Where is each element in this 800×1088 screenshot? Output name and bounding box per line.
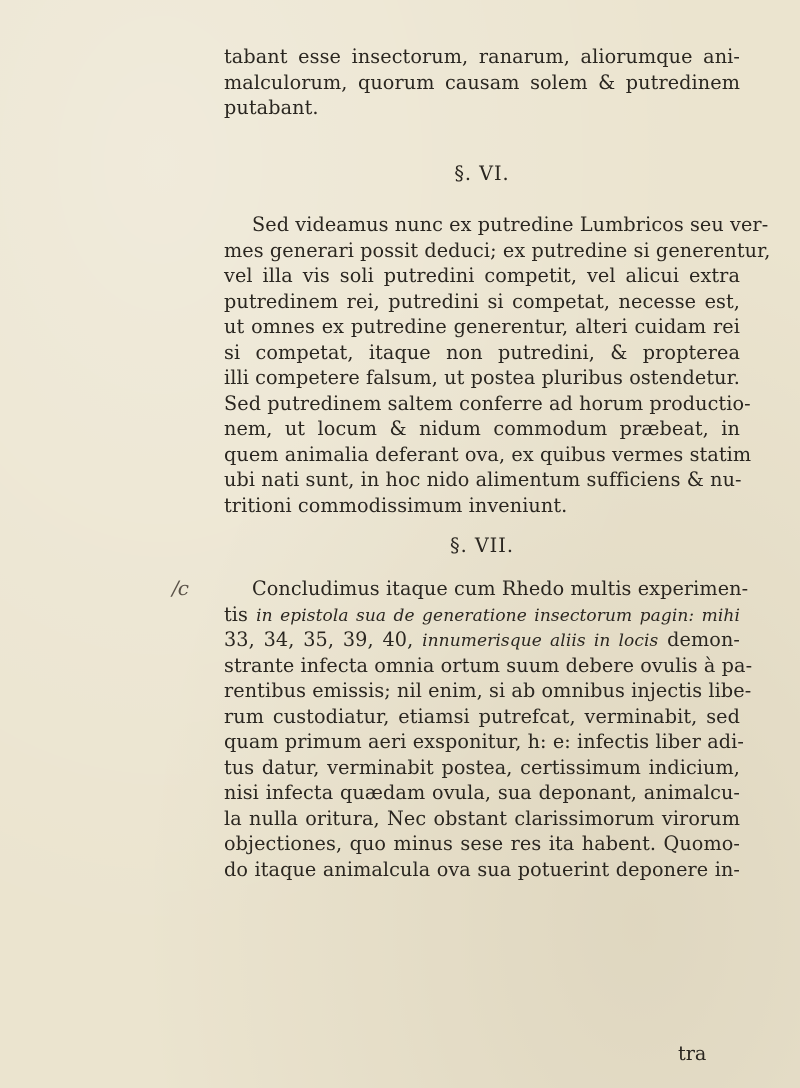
text-line: Concludimus itaque cum Rhedo multis experimen- (252, 577, 749, 600)
text-line-mixed (224, 602, 740, 628)
text-line: rentibus emissis; nil enim, si ab omnibus injectis libe- (224, 679, 752, 702)
margin-annotation: /c (172, 576, 188, 600)
text-line: ubi nati sunt, in hoc nido alimentum sufficiens & nu- (224, 468, 742, 491)
italic-citation: innumerisque aliis in locis (422, 631, 659, 651)
section-heading-text: §. VI. (454, 162, 510, 185)
text-line: mes generari possit deduci; ex putredine si generentur, (224, 238, 771, 262)
text-line: nisi infecta quædam ovula, sua deponant, animalcu- (224, 781, 740, 804)
text-line: si competat, itaque non putredini, & propterea (224, 340, 740, 364)
text-span: 33, 34, 35, 39, 40, (224, 628, 423, 651)
text-line: quam primum aeri exsponitur, h: e: infectis liber adi- (224, 730, 744, 753)
text-line: strante infecta omnia ortum suum debere ovulis à pa- (224, 653, 753, 677)
paragraph-6 (224, 212, 771, 518)
text-line: ut omnes ex putredine generentur, alteri cuidam rei (224, 315, 740, 338)
text-line: vel illa vis soli putredini competit, vel alicui extra (224, 264, 740, 287)
text-line: quem animalia deferant ova, ex quibus vermes statim (224, 442, 752, 466)
text-line: objectiones, quo minus sese res ita habent. Quomo- (224, 832, 740, 855)
text-line: tabant esse insectorum, ranarum, aliorumque ani- (224, 45, 740, 68)
section-heading-7 (224, 534, 740, 557)
italic-citation: in epistola sua de generatione insectorum pagin: mihi (256, 605, 740, 626)
text-line: Sed putredinem saltem conferre ad horum productio- (224, 391, 751, 415)
text-line: nem, ut locum & nidum commodum præbeat, in (224, 417, 740, 440)
text-line: tus datur, verminabit postea, certissimum indicium, (224, 755, 740, 779)
text-line: malculorum, quorum causam solem & putredinem (224, 70, 740, 94)
text-line: putabant. (224, 96, 319, 119)
catchword: tra (678, 1042, 707, 1065)
paragraph-7 (224, 576, 753, 882)
text-line: do itaque animalcula ova sua potuerint deponere in- (224, 857, 740, 881)
text-line-mixed (224, 627, 740, 653)
text-line: illi competere falsum, ut postea pluribus ostendetur. (224, 366, 740, 389)
section-heading-6 (224, 162, 740, 185)
text-line: Sed videamus nunc ex putredine Lumbricos seu ver- (252, 213, 769, 236)
text-span: tis (224, 602, 257, 626)
text-line: tritioni commodissimum inveniunt. (224, 493, 568, 517)
text-line: la nulla oritura, Nec obstant clarissimorum virorum (224, 806, 740, 830)
paragraph-intro (224, 44, 740, 121)
text-span: demon- (658, 628, 741, 651)
section-heading-text: §. VII. (450, 534, 514, 557)
text-line: putredinem rei, putredini si competat, necesse est, (224, 289, 740, 313)
text-line: rum custodiatur, etiamsi putrefcat, verminabit, sed (224, 704, 740, 728)
